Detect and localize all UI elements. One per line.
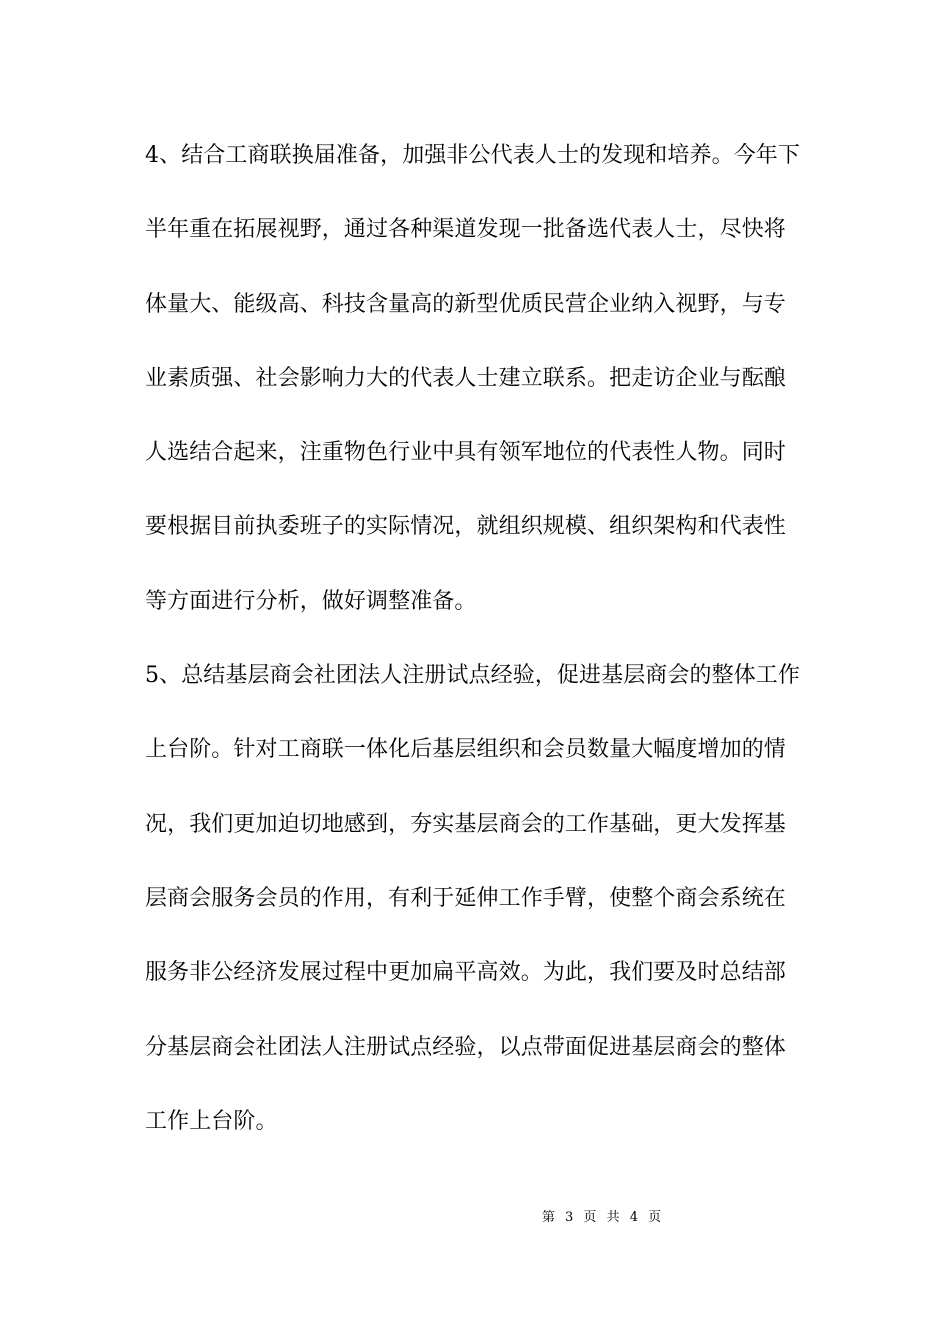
footer-di: 第 — [541, 1210, 555, 1225]
text-line-6: 要根据目前执委班子的实际情况，就组织规模、组织架构和代表性 — [145, 514, 786, 540]
footer-gong: 共 — [606, 1210, 620, 1225]
text-line-1: 4、结合工商联换届准备，加强非公代表人士的发现和培养。今年下 — [145, 143, 800, 168]
footer-ye-2: 页 — [648, 1210, 662, 1225]
text-line-13: 分基层商会社团法人注册试点经验，以点带面促进基层商会的整体 — [145, 1034, 786, 1060]
footer-total-pages: 4 — [629, 1210, 638, 1225]
text-line-2: 半年重在拓展视野，通过各种渠道发现一批备选代表人士，尽快将 — [145, 217, 786, 243]
text-line-9: 上台阶。针对工商联一体化后基层组织和会员数量大幅度增加的情 — [145, 737, 786, 763]
text-line-14: 工作上台阶。 — [145, 1108, 278, 1134]
text-line-5: 人选结合起来，注重物色行业中具有领军地位的代表性人物。同时 — [145, 440, 786, 466]
text-line-8: 5、总结基层商会社团法人注册试点经验，促进基层商会的整体工作 — [145, 663, 800, 689]
footer-current-page: 3 — [564, 1210, 574, 1225]
text-line-7: 等方面进行分析，做好调整准备。 — [145, 588, 477, 614]
text-line-4: 业素质强、社会影响力大的代表人士建立联系。把走访企业与酝酿 — [145, 365, 786, 391]
page-footer — [0, 1208, 950, 1228]
text-line-11: 层商会服务会员的作用，有利于延伸工作手臂，使整个商会系统在 — [145, 885, 786, 911]
body-text — [145, 132, 809, 1172]
text-line-3: 体量大、能级高、科技含量高的新型优质民营企业纳入视野，与专 — [145, 291, 786, 317]
text-line-10: 况，我们更加迫切地感到，夯实基层商会的工作基础，更大发挥基 — [145, 811, 786, 837]
text-line-12: 服务非公经济发展过程中更加扁平高效。为此，我们要及时总结部 — [145, 960, 786, 986]
footer-ye: 页 — [583, 1210, 597, 1225]
